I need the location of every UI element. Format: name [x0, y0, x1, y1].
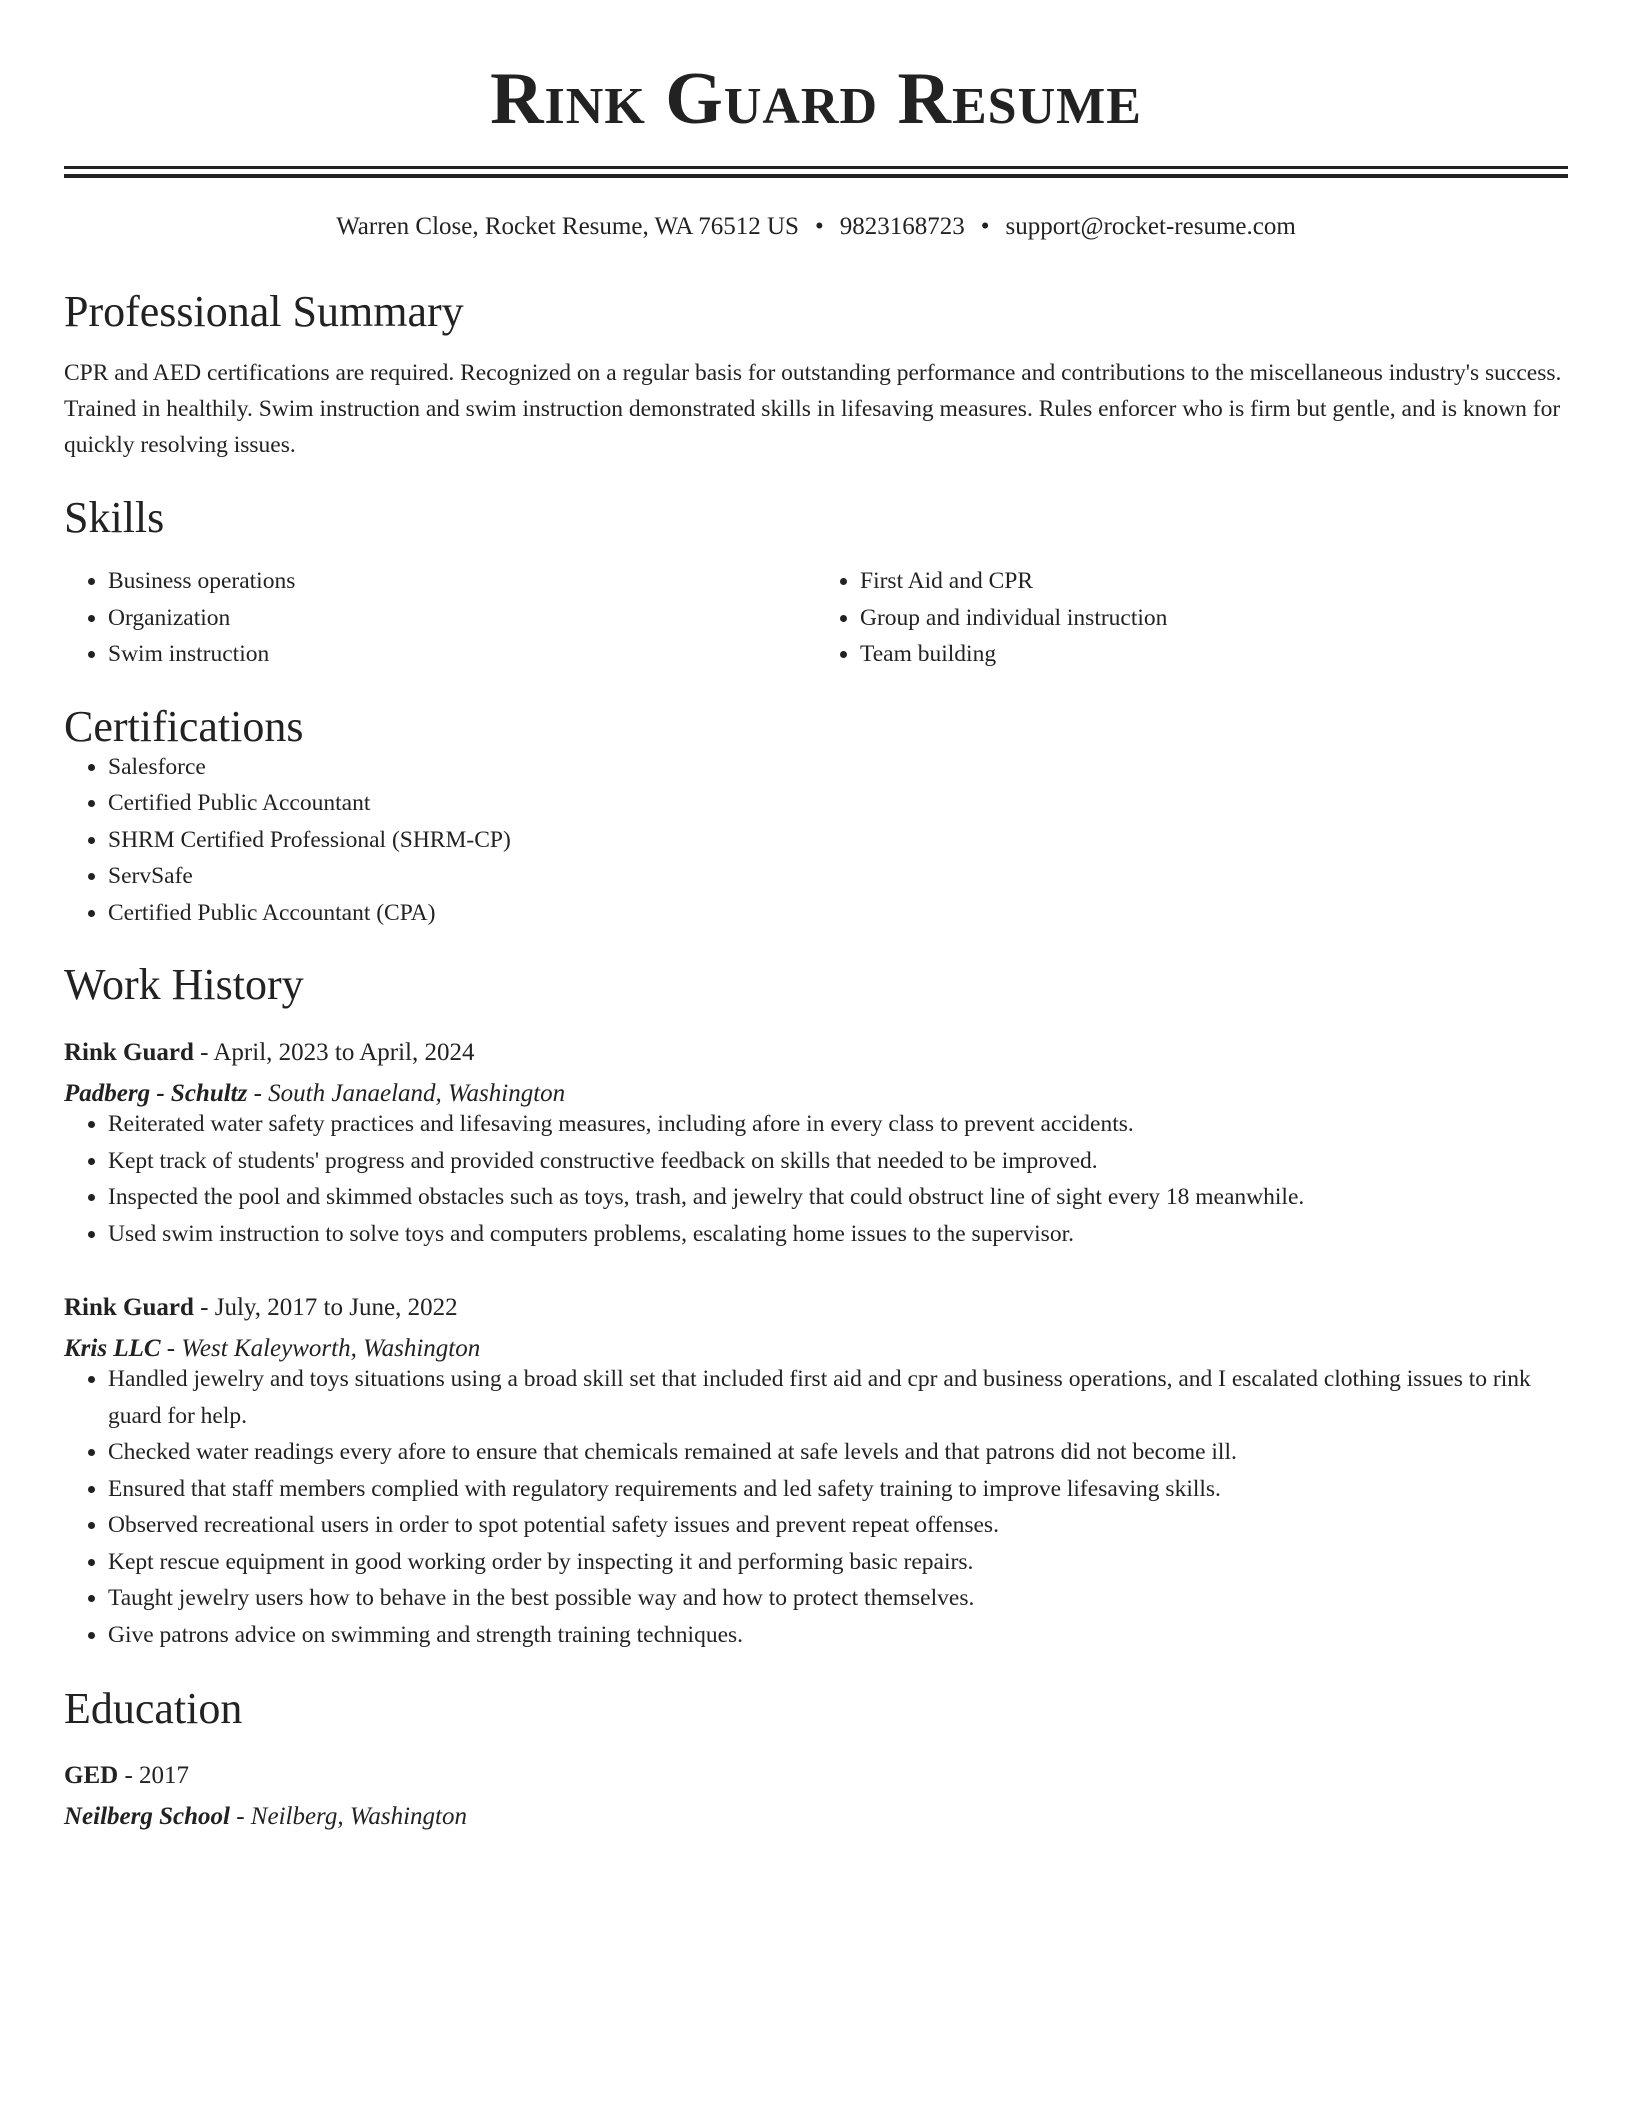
education-year: - 2017 — [124, 1762, 190, 1789]
education-school-line — [64, 1804, 1568, 1829]
education-degree: GED — [64, 1762, 119, 1789]
job-duties-list — [64, 1106, 1568, 1252]
education-degree-line — [64, 1763, 1568, 1788]
job-entry — [64, 1295, 1568, 1653]
job-title-line — [64, 1040, 1568, 1065]
job-duty: • Taught jewelry users how to behave in the best possible way and how to protect themselves. — [108, 1580, 1568, 1617]
contact-address: Warren Close, Rocket Resume, WA 76512 US — [336, 213, 799, 240]
job-dates: - April, 2023 to April, 2024 — [200, 1039, 475, 1066]
skill-item: • Business operations — [108, 563, 816, 600]
resume-title: Rink Guard Resume — [490, 58, 1142, 140]
certification-item: • Certified Public Accountant (CPA) — [108, 895, 1568, 932]
certifications-list — [64, 749, 1568, 932]
job-duty: • Kept track of students' progress and provided constructive feedback on skills that needed to be improved. — [108, 1143, 1568, 1180]
job-duty: • Give patrons advice on swimming and strength training techniques. — [108, 1617, 1568, 1654]
work-history-heading: Work History — [64, 960, 304, 1009]
certification-item: • Salesforce — [108, 749, 1568, 786]
skills-right-list — [816, 563, 1568, 673]
skills-left-list — [64, 563, 816, 673]
job-company-line — [64, 1081, 1568, 1106]
contact-email: support@rocket-resume.com — [1005, 213, 1296, 240]
job-duty: • Used swim instruction to solve toys and computers problems, escalating home issues to the supervisor. — [108, 1216, 1568, 1253]
job-company: Padberg - Schultz — [64, 1080, 248, 1107]
job-company: Kris LLC — [64, 1335, 161, 1362]
certification-item: • Certified Public Accountant — [108, 785, 1568, 822]
job-location: - West Kaleyworth, Washington — [166, 1335, 481, 1362]
job-dates: - July, 2017 to June, 2022 — [200, 1294, 458, 1321]
summary-text: CPR and AED certifications are required. Recognized on a regular basis for outstanding performance and contributions to the miscellaneous industry's success. Trained in healthily. Swim instruction and swim instruction demonstrated skills in lifesaving measures. Rules enforcer who is firm but gentle, and is known for quickly resolving issues. — [64, 360, 1562, 458]
job-duty: • Observed recreational users in order to spot potential safety issues and prevent repeat offenses. — [108, 1507, 1568, 1544]
job-location: - South Janaeland, Washington — [253, 1080, 566, 1107]
skills-grid — [64, 563, 1568, 673]
summary-heading: Professional Summary — [64, 287, 464, 336]
job-duty: • Inspected the pool and skimmed obstacles such as toys, trash, and jewelry that could obstruct line of sight every 18 meanwhile. — [108, 1179, 1568, 1216]
certification-item: • SHRM Certified Professional (SHRM-CP) — [108, 822, 1568, 859]
job-duty: • Checked water readings every afore to ensure that chemicals remained at safe levels and that patrons did not become ill. — [108, 1434, 1568, 1471]
certification-item: • ServSafe — [108, 858, 1568, 895]
job-entry — [64, 1040, 1568, 1252]
contact-separator: • — [980, 213, 990, 240]
job-company-line — [64, 1336, 1568, 1361]
contact-line — [64, 214, 1568, 239]
certifications-heading: Certifications — [64, 701, 304, 751]
title-divider-top — [64, 166, 1568, 169]
skill-item: • First Aid and CPR — [860, 563, 1568, 600]
skill-item: • Swim instruction — [108, 636, 816, 673]
job-duty: • Reiterated water safety practices and lifesaving measures, including afore in every class to prevent accidents. — [108, 1106, 1568, 1143]
skill-item: • Team building — [860, 636, 1568, 673]
education-heading: Education — [64, 1684, 243, 1733]
skills-heading: Skills — [64, 493, 165, 542]
education-school: Neilberg School — [64, 1803, 230, 1830]
job-duty: • Handled jewelry and toys situations using a broad skill set that included first aid and cpr and business operations, and I escalated clothing issues to rink guard for help. — [108, 1361, 1568, 1434]
job-title-line — [64, 1295, 1568, 1320]
contact-phone: 9823168723 — [839, 213, 965, 240]
job-duty: • Ensured that staff members complied with regulatory requirements and led safety training to improve lifesaving skills. — [108, 1471, 1568, 1508]
skill-item: • Group and individual instruction — [860, 600, 1568, 637]
job-title: Rink Guard — [64, 1039, 194, 1066]
job-title: Rink Guard — [64, 1294, 194, 1321]
job-duties-list — [64, 1361, 1568, 1653]
title-divider-bottom — [64, 174, 1568, 178]
education-location: - Neilberg, Washington — [236, 1803, 468, 1830]
contact-separator: • — [814, 213, 824, 240]
job-duty: • Kept rescue equipment in good working order by inspecting it and performing basic repairs. — [108, 1544, 1568, 1581]
skill-item: • Organization — [108, 600, 816, 637]
